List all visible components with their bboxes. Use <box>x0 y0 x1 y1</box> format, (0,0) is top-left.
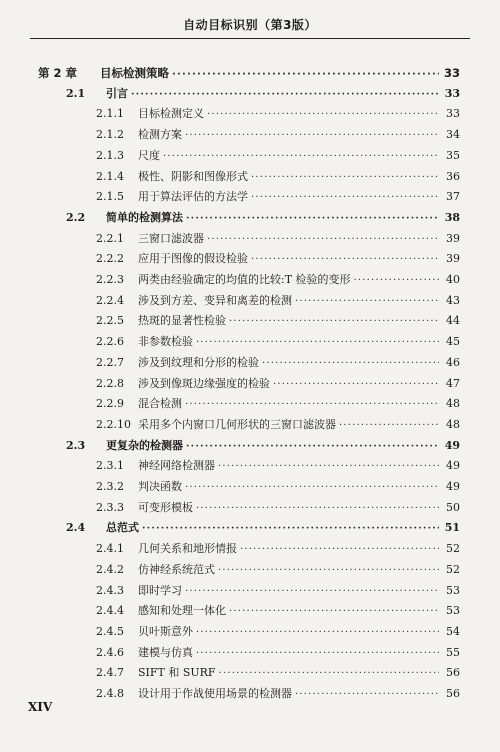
toc-entry-title: 感知和处理一体化 <box>138 604 226 618</box>
toc-entry <box>96 312 460 330</box>
dot-leader <box>354 272 439 290</box>
toc-entry-page: 49 <box>444 438 460 452</box>
dot-leader <box>251 169 439 187</box>
toc-entry-page: 49 <box>446 459 460 473</box>
toc-entry <box>96 561 460 579</box>
toc-entry-page: 48 <box>446 417 460 431</box>
toc-entry <box>96 623 460 641</box>
toc-entry-page: 46 <box>446 355 460 369</box>
toc-entry <box>96 250 460 268</box>
toc-entry-page: 33 <box>444 86 460 100</box>
toc-entry <box>96 602 460 620</box>
toc-entry-number: 2.2.1 <box>96 231 124 245</box>
toc-entry <box>96 395 460 413</box>
dot-leader <box>131 86 439 104</box>
toc-entry-number: 2.4.3 <box>96 583 124 597</box>
dot-leader <box>295 686 439 704</box>
toc-entry-page: 53 <box>446 583 460 597</box>
toc-entry-page: 35 <box>446 148 460 162</box>
toc-entry-page: 47 <box>446 376 460 390</box>
toc-entry-page: 52 <box>446 542 460 556</box>
dot-leader <box>207 106 439 124</box>
toc-entry-page: 48 <box>446 397 460 411</box>
toc-entry-number: 2.4.4 <box>96 604 124 618</box>
toc-entry-number: 2.1.5 <box>96 190 124 204</box>
toc-entry <box>96 126 460 144</box>
toc-entry-title: 可变形模板 <box>138 500 193 514</box>
toc-entry-title: 引言 <box>106 86 128 100</box>
toc-entry-page: 45 <box>446 335 460 349</box>
header-rule <box>30 38 470 39</box>
toc-entry-page: 38 <box>444 210 460 224</box>
dot-leader <box>196 500 439 518</box>
toc-entry-page: 54 <box>446 624 460 638</box>
toc-entry-number: 2.4.7 <box>96 666 124 680</box>
toc-entry <box>96 582 460 600</box>
dot-leader <box>219 665 439 683</box>
toc-entry-title: 应用于图像的假设检验 <box>138 252 248 266</box>
dot-leader <box>295 293 439 311</box>
running-header: 自动目标识别（第3版） <box>183 18 317 32</box>
toc-entry-number: 2.1.3 <box>96 148 124 162</box>
toc-entry-number: 2.3.1 <box>96 459 124 473</box>
dot-leader <box>196 624 439 642</box>
toc-entry-title: 涉及到方差、变异和离差的检测 <box>138 293 292 307</box>
toc-entry-title: 判决函数 <box>138 480 182 493</box>
toc-entry-number: 2.2.6 <box>96 335 124 349</box>
toc-entry-title: 两类由经验确定的均值的比较:T 检验的变形 <box>138 273 351 286</box>
dot-leader <box>229 603 439 621</box>
toc-entry-title: 涉及到像斑边缘强度的检验 <box>138 376 270 390</box>
toc-entry-title: 设计用于作战使用场景的检测器 <box>138 687 292 700</box>
toc-entry-number: 2.3.3 <box>96 500 124 514</box>
toc-entry-number: 2.1.4 <box>96 169 124 183</box>
dot-leader <box>185 583 439 601</box>
toc-entry-title: 检测方案 <box>138 128 182 142</box>
toc-entry <box>96 188 460 206</box>
toc-entry-page: 33 <box>446 107 460 121</box>
toc-entry-number: 2.4.2 <box>96 562 124 576</box>
toc-entry-page: 50 <box>446 500 460 514</box>
toc-entry-title: 用于算法评估的方法学 <box>138 190 248 204</box>
dot-leader <box>229 313 439 331</box>
toc-entry-number: 2.1.2 <box>96 128 124 142</box>
toc-entry-title: 尺度 <box>138 148 160 162</box>
dot-leader <box>185 127 439 145</box>
dot-leader <box>240 541 439 559</box>
toc-entry-title: 目标检测策略 <box>100 66 169 80</box>
dot-leader <box>196 645 439 663</box>
toc-entry-title: 目标检测定义 <box>138 107 204 121</box>
toc-entry <box>96 230 460 248</box>
toc-entry-page: 56 <box>446 687 460 700</box>
dot-leader <box>339 417 439 435</box>
toc-entry-page: 37 <box>446 190 460 204</box>
toc-entry-number: 2.4.5 <box>96 624 124 638</box>
toc-entry-title: 非参数检验 <box>138 335 193 349</box>
toc-entry-number: 第 2 章 <box>38 66 78 80</box>
toc-entry-number: 2.2.3 <box>96 273 124 286</box>
toc-entry-number: 2.2.2 <box>96 252 124 266</box>
dot-leader <box>185 479 439 497</box>
toc-entry-number: 2.4.8 <box>96 687 124 700</box>
toc-entry-title: 神经网络检测器 <box>138 459 215 473</box>
toc-entry-title: 更复杂的检测器 <box>106 438 183 452</box>
toc-entry-page: 52 <box>446 562 460 576</box>
toc-entry-page: 55 <box>446 645 460 659</box>
dot-leader <box>273 376 439 394</box>
toc-entry <box>96 354 460 372</box>
toc-entry-title: 混合检测 <box>138 397 182 411</box>
toc-entry-number: 2.4 <box>66 521 86 535</box>
toc-entry-page: 44 <box>446 314 460 328</box>
toc-entry-number: 2.2 <box>66 210 86 224</box>
toc-entry-title: 仿神经系统范式 <box>138 562 215 576</box>
dot-leader <box>142 520 439 538</box>
dot-leader <box>251 189 439 207</box>
toc-entry-title: 几何关系和地形情报 <box>138 542 237 556</box>
toc-entry-number: 2.1.1 <box>96 107 124 121</box>
toc-entry <box>96 271 460 289</box>
toc-entry <box>66 437 460 455</box>
toc-entry <box>96 457 460 475</box>
toc-entry-number: 2.2.10 <box>96 417 131 431</box>
toc-entry <box>38 64 460 82</box>
toc-entry-page: 34 <box>446 128 460 142</box>
toc-entry-page: 33 <box>443 66 460 80</box>
toc-entry <box>96 105 460 123</box>
dot-leader <box>185 396 439 414</box>
dot-leader <box>251 251 439 269</box>
toc-entry <box>96 685 460 703</box>
toc-entry-title: 采用多个内窗口几何形状的三窗口滤波器 <box>138 417 336 431</box>
toc-entry-title: 极性、阴影和图像形式 <box>138 169 248 183</box>
toc-entry-page: 49 <box>446 480 460 493</box>
toc-entry-number: 2.2.7 <box>96 355 124 369</box>
toc-entry <box>66 85 460 103</box>
toc-entry-page: 36 <box>446 169 460 183</box>
toc-entry-page: 56 <box>446 666 460 680</box>
toc-entry-number: 2.3.2 <box>96 480 124 493</box>
toc-entry-title: 简单的检测算法 <box>106 210 183 224</box>
toc-entry <box>96 540 460 558</box>
dot-leader <box>172 66 439 84</box>
toc-entry <box>96 416 460 434</box>
toc-entry-number: 2.1 <box>66 86 86 100</box>
toc-entry <box>96 499 460 517</box>
toc-entry-number: 2.2.8 <box>96 376 124 390</box>
toc-entry-title: 即时学习 <box>138 583 182 597</box>
toc-entry-title: 热斑的显著性检验 <box>138 314 226 328</box>
toc-entry-number: 2.2.4 <box>96 293 124 307</box>
toc-entry-number: 2.4.1 <box>96 542 124 556</box>
toc-entry-page: 53 <box>446 604 460 618</box>
toc-entry-title: SIFT 和 SURF <box>138 666 216 680</box>
toc-entry <box>96 664 460 682</box>
toc-entry-page: 43 <box>446 293 460 307</box>
toc-entry <box>96 168 460 186</box>
toc-entry-title: 建模与仿真 <box>138 645 193 659</box>
dot-leader <box>218 562 439 580</box>
toc-entry-page: 39 <box>446 252 460 266</box>
dot-leader <box>207 231 439 249</box>
toc-entry-number: 2.2.5 <box>96 314 124 328</box>
dot-leader <box>218 458 439 476</box>
dot-leader <box>163 148 439 166</box>
toc-entry-page: 51 <box>444 521 460 535</box>
toc-entry-title: 涉及到纹理和分形的检验 <box>138 355 259 369</box>
toc-entry <box>96 292 460 310</box>
toc-entry <box>66 209 460 227</box>
toc-entry-title: 贝叶斯意外 <box>138 624 193 638</box>
toc-entry <box>96 644 460 662</box>
toc-entry-page: 39 <box>446 231 460 245</box>
toc-entry <box>96 375 460 393</box>
toc-entry-title: 总范式 <box>106 521 139 535</box>
dot-leader <box>262 355 439 373</box>
toc-entry <box>96 333 460 351</box>
toc-entry <box>96 147 460 165</box>
dot-leader <box>186 210 439 228</box>
toc-entry-number: 2.2.9 <box>96 397 124 411</box>
toc-entry-title: 三窗口滤波器 <box>138 231 204 245</box>
toc-entry-number: 2.3 <box>66 438 86 452</box>
page-folio: XIV <box>28 700 53 714</box>
toc-entry-page: 40 <box>446 273 460 286</box>
dot-leader <box>186 438 439 456</box>
toc-entry <box>66 519 460 537</box>
toc-entry-number: 2.4.6 <box>96 645 124 659</box>
dot-leader <box>196 334 439 352</box>
toc-entry <box>96 478 460 496</box>
